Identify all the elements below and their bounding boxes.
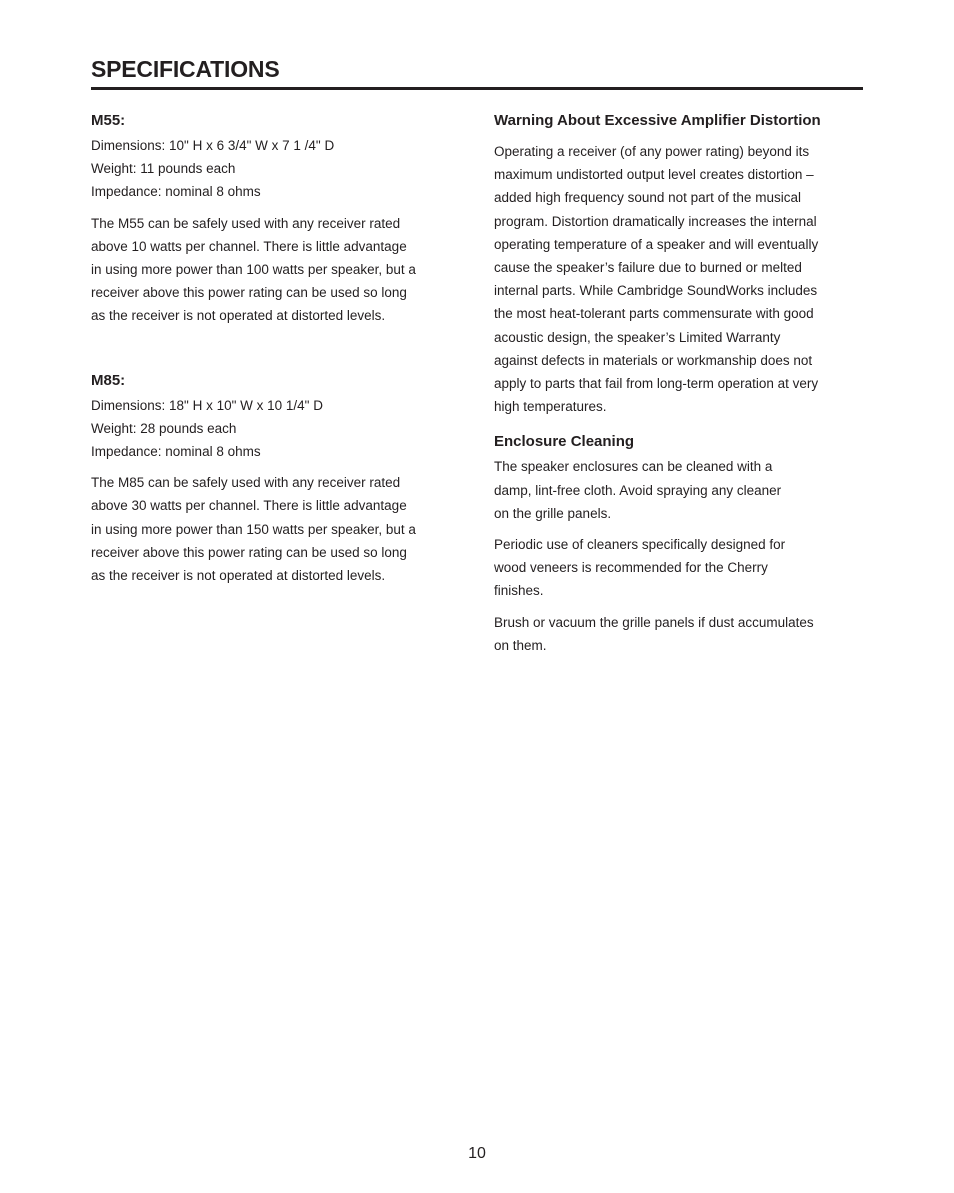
m85-dimensions: Dimensions: 18" H x 10" W x 10 1/4" D (91, 397, 323, 413)
left-column (91, 111, 441, 587)
cleaning-paragraph: Brush or vacuum the grille panels if dust accumulates on them. (494, 614, 814, 653)
m85-description: The M85 can be safely used with any receiver rated above 30 watts per channel. There is little advantage in using more power than 150 watts per speaker, but a receiver above this power rating can be used so long as the receiver is not operated at distorted levels. (91, 475, 416, 584)
cleaning-paragraph: The speaker enclosures can be cleaned with a damp, lint-free cloth. Avoid spraying any cleaner on the grille panels. (494, 459, 782, 521)
cleaning-paragraph: Periodic use of cleaners specifically designed for wood veneers is recommended for the Cherry finishes. (494, 537, 786, 599)
m55-description: The M55 can be safely used with any receiver rated above 10 watts per channel. There is little advantage in using more power than 100 watts per speaker, but a receiver above this power rating can be used so long as the receiver is not operated at distorted levels. (91, 215, 416, 324)
m55-section (91, 111, 441, 328)
m55-dimensions: Dimensions: 10" H x 6 3/4" W x 7 1 /4" D (91, 138, 335, 153)
m85-spec-list (91, 394, 441, 464)
m85-section (91, 371, 441, 588)
m55-weight: Weight: 11 pounds each (91, 161, 236, 177)
m55-heading: M55: (91, 112, 126, 129)
page-title: SPECIFICATIONS (91, 56, 280, 82)
warning-heading: Warning About Excessive Amplifier Distortion (494, 112, 821, 129)
cleaning-section (494, 432, 859, 657)
right-column (494, 111, 859, 657)
m85-heading: M85: (91, 371, 126, 389)
m85-impedance: Impedance: nominal 8 ohms (91, 444, 261, 460)
m85-weight: Weight: 28 pounds each (91, 420, 237, 436)
title-divider (91, 87, 863, 90)
page-number: 10 (468, 1145, 486, 1162)
cleaning-heading: Enclosure Cleaning (494, 433, 635, 451)
m55-impedance: Impedance: nominal 8 ohms (91, 184, 261, 200)
warning-section (494, 111, 859, 418)
m55-spec-list (91, 134, 441, 204)
warning-text: Operating a receiver (of any power rating) beyond its maximum undistorted output level creates distortion – added high frequency sound not part of the musical program. Distortion dramatically increases the internal operating temperature of a speaker and will eventually cause the speaker’s failure due to burned or melted internal parts. While Cambridge SoundWorks includes the most heat-tolerant parts commensurate with good acoustic design, the speaker’s Limited Warranty against defects in materials or workmanship does not apply to parts that fail from long-term operation at very high temperatures. (494, 144, 819, 415)
